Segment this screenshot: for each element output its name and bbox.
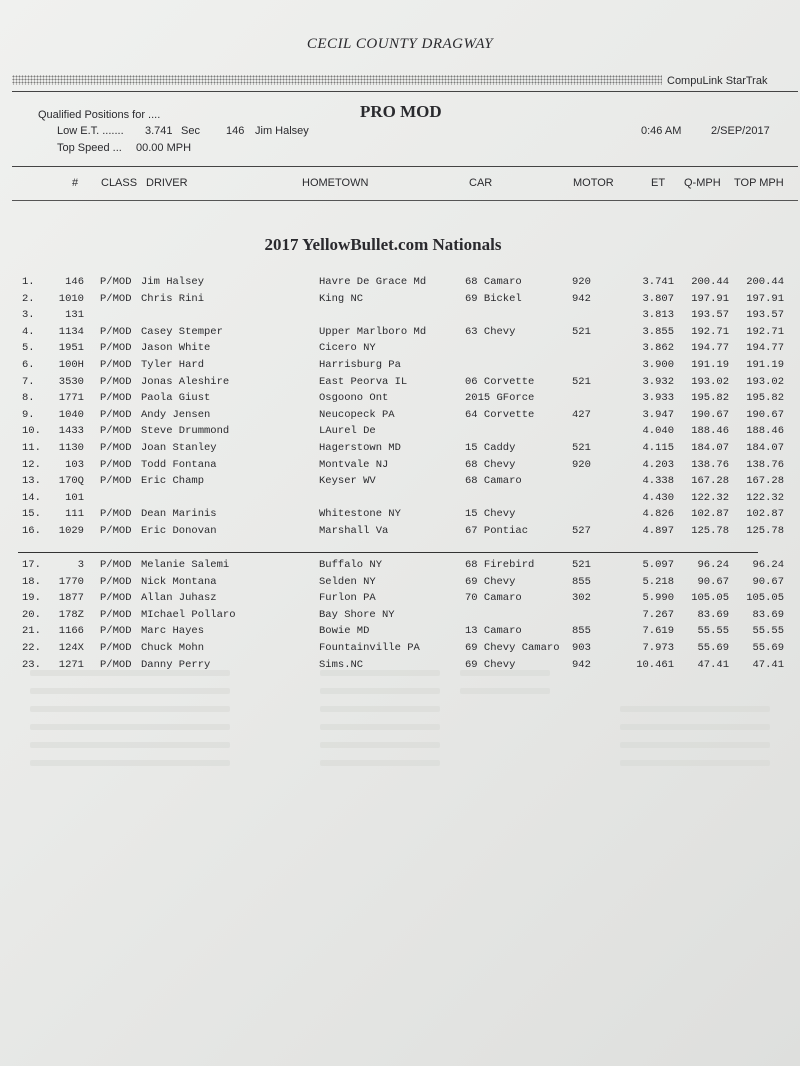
row-5-qmph: 194.77 — [691, 342, 729, 355]
row-10-hometown: LAurel De — [319, 425, 376, 438]
row-10-num: 1433 — [58, 425, 84, 438]
row-21-hometown: Bowie MD — [319, 625, 370, 638]
row-14-num: 101 — [65, 491, 84, 504]
row-23-qmph: 47.41 — [697, 658, 729, 671]
row-4-cls: P/MOD — [100, 325, 132, 338]
row-22-num: 124X — [58, 642, 84, 654]
col-hometown: HOMETOWN — [302, 177, 369, 189]
row-13-cls: P/MOD — [100, 475, 132, 488]
row-13-num: 170Q — [58, 475, 84, 488]
row-3-num: 131 — [65, 309, 84, 322]
row-5-pos: 5. — [22, 342, 35, 355]
row-2-pos: 2. — [22, 292, 35, 305]
row-10-qmph: 188.46 — [691, 425, 729, 438]
low-et-driver: Jim Halsey — [255, 125, 309, 137]
row-19-hometown: Furlon PA — [319, 592, 376, 605]
row-4-car: 63 Chevy — [465, 325, 516, 338]
row-20-qmph: 83.69 — [697, 608, 729, 621]
low-et-label: Low E.T. ....... — [57, 125, 124, 137]
row-15-cls: P/MOD — [100, 508, 132, 521]
row-9-car: 64 Corvette — [465, 408, 535, 421]
row-2-top: 197.91 — [746, 292, 784, 305]
col-number: # — [72, 177, 79, 189]
row-6-driver: Tyler Hard — [141, 359, 205, 371]
row-8-qmph: 195.82 — [691, 392, 729, 405]
row-23-motor: 942 — [572, 658, 591, 671]
row-23-driver: Danny Perry — [141, 658, 211, 671]
row-16-qmph: 125.78 — [691, 525, 729, 537]
row-23-top: 47.41 — [752, 658, 784, 671]
row-16-num: 1029 — [58, 525, 84, 537]
row-10-et: 4.040 — [642, 425, 674, 438]
row-4-top: 192.71 — [746, 325, 784, 338]
row-14-et: 4.430 — [642, 491, 674, 504]
row-19-cls: P/MOD — [100, 592, 132, 605]
row-2-qmph: 197.91 — [691, 292, 729, 305]
row-22-hometown: Fountainville PA — [319, 642, 420, 654]
row-17-driver: Melanie Salemi — [141, 559, 230, 571]
row-3-et: 3.813 — [642, 309, 674, 322]
row-23-et: 10.461 — [636, 658, 674, 671]
row-12-cls: P/MOD — [100, 458, 132, 471]
row-4-pos: 4. — [22, 325, 35, 338]
row-11-car: 15 Caddy — [465, 442, 516, 454]
row-7-hometown: East Peorva IL — [319, 375, 408, 388]
row-1-pos: 1. — [22, 276, 35, 288]
row-7-driver: Jonas Aleshire — [141, 375, 230, 388]
row-11-et: 4.115 — [642, 442, 674, 454]
row-13-qmph: 167.28 — [691, 475, 729, 488]
row-2-hometown: King NC — [319, 292, 364, 305]
row-16-driver: Eric Donovan — [141, 525, 217, 537]
row-20-num: 178Z — [58, 608, 84, 621]
row-15-top: 102.87 — [746, 508, 784, 521]
row-6-num: 100H — [58, 359, 84, 371]
row-18-num: 1770 — [58, 575, 84, 588]
row-9-qmph: 190.67 — [691, 408, 729, 421]
row-18-et: 5.218 — [642, 575, 674, 588]
row-7-top: 193.02 — [746, 375, 784, 388]
qualified-label: Qualified Positions for .... — [38, 109, 161, 121]
top-speed-value: 00.00 MPH — [136, 142, 192, 154]
row-12-driver: Todd Fontana — [141, 458, 217, 471]
row-19-qmph: 105.05 — [691, 592, 729, 605]
row-14-qmph: 122.32 — [691, 491, 729, 504]
event-title: 2017 YellowBullet.com Nationals — [264, 235, 502, 254]
row-9-cls: P/MOD — [100, 408, 132, 421]
row-7-qmph: 193.02 — [691, 375, 729, 388]
col-et: ET — [651, 177, 666, 189]
row-19-num: 1877 — [58, 592, 84, 605]
row-12-hometown: Montvale NJ — [319, 458, 389, 471]
row-13-driver: Eric Champ — [141, 475, 205, 488]
row-17-top: 96.24 — [752, 559, 784, 571]
row-4-num: 1134 — [58, 325, 84, 338]
row-21-pos: 21. — [22, 625, 41, 638]
row-17-car: 68 Firebird — [465, 559, 535, 571]
row-19-motor: 302 — [572, 592, 591, 605]
row-11-pos: 11. — [22, 442, 41, 454]
dotted-separator — [12, 75, 662, 85]
header-rule-bottom — [12, 200, 798, 201]
row-21-cls: P/MOD — [100, 625, 132, 638]
row-16-hometown: Marshall Va — [319, 525, 389, 537]
row-3-qmph: 193.57 — [691, 309, 729, 322]
row-20-et: 7.267 — [642, 608, 674, 621]
row-5-cls: P/MOD — [100, 342, 132, 355]
system-name: CompuLink StarTrak — [667, 75, 768, 87]
row-22-car: 69 Chevy Camaro — [465, 642, 560, 654]
row-18-top: 90.67 — [752, 575, 784, 588]
row-6-hometown: Harrisburg Pa — [319, 359, 401, 371]
row-20-driver: MIchael Pollaro — [141, 608, 236, 621]
row-19-car: 70 Camaro — [465, 592, 522, 605]
row-22-et: 7.973 — [642, 642, 674, 654]
report-date: 2/SEP/2017 — [711, 125, 770, 137]
row-8-driver: Paola Giust — [141, 392, 211, 405]
row-6-et: 3.900 — [642, 359, 674, 371]
row-8-num: 1771 — [58, 392, 84, 405]
row-5-driver: Jason White — [141, 342, 211, 355]
row-1-cls: P/MOD — [100, 276, 132, 288]
row-18-hometown: Selden NY — [319, 575, 376, 588]
low-et-value: 3.741 — [145, 125, 173, 137]
row-19-driver: Allan Juhasz — [141, 592, 217, 605]
row-16-top: 125.78 — [746, 525, 784, 537]
top-speed-label: Top Speed ... — [57, 142, 122, 154]
row-6-cls: P/MOD — [100, 359, 132, 371]
row-19-top: 105.05 — [746, 592, 784, 605]
col-q-mph: Q-MPH — [684, 177, 721, 189]
row-16-motor: 527 — [572, 525, 591, 537]
row-6-qmph: 191.19 — [691, 359, 729, 371]
row-7-car: 06 Corvette — [465, 375, 535, 388]
row-17-num: 3 — [77, 559, 84, 571]
row-5-num: 1951 — [58, 342, 84, 355]
row-15-num: 111 — [65, 508, 84, 521]
row-3-pos: 3. — [22, 309, 35, 322]
row-10-top: 188.46 — [746, 425, 784, 438]
row-3-top: 193.57 — [746, 309, 784, 322]
row-17-qmph: 96.24 — [697, 559, 729, 571]
row-9-pos: 9. — [22, 408, 35, 421]
row-8-cls: P/MOD — [100, 392, 132, 405]
col-motor: MOTOR — [573, 177, 614, 189]
row-9-top: 190.67 — [746, 408, 784, 421]
row-23-num: 1271 — [58, 658, 84, 671]
row-11-qmph: 184.07 — [691, 442, 729, 454]
row-6-top: 191.19 — [746, 359, 784, 371]
row-19-et: 5.990 — [642, 592, 674, 605]
row-17-pos: 17. — [22, 559, 41, 571]
row-8-et: 3.933 — [642, 392, 674, 405]
row-23-pos: 23. — [22, 658, 41, 671]
low-et-unit: Sec — [181, 125, 200, 137]
row-21-car: 13 Camaro — [465, 625, 522, 638]
row-11-hometown: Hagerstown MD — [319, 442, 401, 454]
row-2-car: 69 Bickel — [465, 292, 522, 305]
row-13-top: 167.28 — [746, 475, 784, 488]
row-22-qmph: 55.69 — [697, 642, 729, 654]
col-class: CLASS — [101, 177, 138, 189]
row-10-driver: Steve Drummond — [141, 425, 230, 438]
row-6-pos: 6. — [22, 359, 35, 371]
row-5-top: 194.77 — [746, 342, 784, 355]
col-top-mph: TOP MPH — [734, 177, 784, 189]
row-17-cls: P/MOD — [100, 559, 132, 571]
row-7-num: 3530 — [58, 375, 84, 388]
row-18-pos: 18. — [22, 575, 41, 588]
row-15-pos: 15. — [22, 508, 41, 521]
row-20-top: 83.69 — [752, 608, 784, 621]
row-1-hometown: Havre De Grace Md — [319, 276, 427, 288]
row-22-driver: Chuck Mohn — [141, 642, 205, 654]
row-8-pos: 8. — [22, 392, 35, 405]
row-16-et: 4.897 — [642, 525, 674, 537]
row-22-cls: P/MOD — [100, 642, 132, 654]
row-22-motor: 903 — [572, 642, 591, 654]
row-8-car: 2015 GForce — [465, 392, 535, 405]
row-18-car: 69 Chevy — [465, 575, 516, 588]
row-9-hometown: Neucopeck PA — [319, 408, 395, 421]
row-12-car: 68 Chevy — [465, 458, 516, 471]
row-18-qmph: 90.67 — [697, 575, 729, 588]
low-et-car: 146 — [226, 125, 245, 137]
row-5-et: 3.862 — [642, 342, 674, 355]
row-1-car: 68 Camaro — [465, 276, 522, 288]
row-9-num: 1040 — [58, 408, 84, 421]
row-18-driver: Nick Montana — [141, 575, 217, 588]
row-13-pos: 13. — [22, 475, 41, 488]
row-16-pos: 16. — [22, 525, 41, 537]
row-8-top: 195.82 — [746, 392, 784, 405]
row-5-hometown: Cicero NY — [319, 342, 376, 355]
row-11-num: 1130 — [58, 442, 84, 454]
row-13-car: 68 Camaro — [465, 475, 522, 488]
row-14-pos: 14. — [22, 491, 41, 504]
row-22-top: 55.69 — [752, 642, 784, 654]
row-15-qmph: 102.87 — [691, 508, 729, 521]
row-21-et: 7.619 — [642, 625, 674, 638]
row-21-top: 55.55 — [752, 625, 784, 638]
row-9-motor: 427 — [572, 408, 591, 421]
row-23-hometown: Sims.NC — [319, 658, 364, 671]
row-18-cls: P/MOD — [100, 575, 132, 588]
row-1-num: 146 — [65, 276, 84, 288]
row-2-motor: 942 — [572, 292, 591, 305]
row-11-motor: 521 — [572, 442, 591, 454]
row-17-et: 5.097 — [642, 559, 674, 571]
row-4-hometown: Upper Marlboro Md — [319, 325, 427, 338]
row-18-motor: 855 — [572, 575, 591, 588]
row-12-top: 138.76 — [746, 458, 784, 471]
row-13-et: 4.338 — [642, 475, 674, 488]
field-cut-line — [18, 552, 758, 553]
row-22-pos: 22. — [22, 642, 41, 654]
row-9-et: 3.947 — [642, 408, 674, 421]
row-11-cls: P/MOD — [100, 442, 132, 454]
row-13-hometown: Keyser WV — [319, 475, 376, 488]
row-12-et: 4.203 — [642, 458, 674, 471]
row-12-qmph: 138.76 — [691, 458, 729, 471]
row-1-motor: 920 — [572, 276, 591, 288]
track-name: CECIL COUNTY DRAGWAY — [306, 36, 494, 52]
row-2-cls: P/MOD — [100, 292, 132, 305]
row-2-et: 3.807 — [642, 292, 674, 305]
row-15-car: 15 Chevy — [465, 508, 516, 521]
row-17-hometown: Buffalo NY — [319, 559, 383, 571]
row-14-top: 122.32 — [746, 491, 784, 504]
row-1-top: 200.44 — [746, 276, 784, 288]
row-2-num: 1010 — [58, 292, 84, 305]
row-4-motor: 521 — [572, 325, 591, 338]
report-time: 0:46 AM — [641, 125, 682, 137]
row-15-hometown: Whitestone NY — [319, 508, 401, 521]
row-23-car: 69 Chevy — [465, 658, 516, 671]
col-driver: DRIVER — [146, 177, 188, 189]
row-20-hometown: Bay Shore NY — [319, 608, 395, 621]
row-16-car: 67 Pontiac — [465, 525, 529, 537]
row-10-cls: P/MOD — [100, 425, 132, 438]
row-12-num: 103 — [65, 458, 84, 471]
header-rule-top — [12, 91, 798, 92]
row-21-driver: Marc Hayes — [141, 625, 205, 638]
col-car: CAR — [469, 177, 493, 189]
row-1-driver: Jim Halsey — [141, 276, 205, 288]
row-4-driver: Casey Stemper — [141, 325, 223, 338]
row-11-driver: Joan Stanley — [141, 442, 217, 454]
row-21-qmph: 55.55 — [697, 625, 729, 638]
row-9-driver: Andy Jensen — [141, 408, 211, 421]
row-21-motor: 855 — [572, 625, 591, 638]
row-4-et: 3.855 — [642, 325, 674, 338]
row-1-et: 3.741 — [642, 276, 674, 288]
row-12-pos: 12. — [22, 458, 41, 471]
row-12-motor: 920 — [572, 458, 591, 471]
row-8-hometown: Osgoono Ont — [319, 392, 389, 405]
row-21-num: 1166 — [58, 625, 84, 638]
row-11-top: 184.07 — [746, 442, 784, 454]
row-7-et: 3.932 — [642, 375, 674, 388]
row-15-et: 4.826 — [642, 508, 674, 521]
header-rule-mid — [12, 166, 798, 167]
row-10-pos: 10. — [22, 425, 41, 438]
row-7-pos: 7. — [22, 375, 35, 388]
row-1-qmph: 200.44 — [691, 276, 729, 288]
row-16-cls: P/MOD — [100, 525, 132, 537]
row-7-cls: P/MOD — [100, 375, 132, 388]
row-17-motor: 521 — [572, 559, 591, 571]
row-2-driver: Chris Rini — [141, 292, 205, 305]
row-20-pos: 20. — [22, 608, 41, 621]
row-20-cls: P/MOD — [100, 608, 132, 621]
row-19-pos: 19. — [22, 592, 41, 605]
row-7-motor: 521 — [572, 375, 591, 388]
row-23-cls: P/MOD — [100, 658, 132, 671]
row-4-qmph: 192.71 — [691, 325, 729, 338]
row-15-driver: Dean Marinis — [141, 508, 217, 521]
class-title: PRO MOD — [360, 102, 442, 121]
